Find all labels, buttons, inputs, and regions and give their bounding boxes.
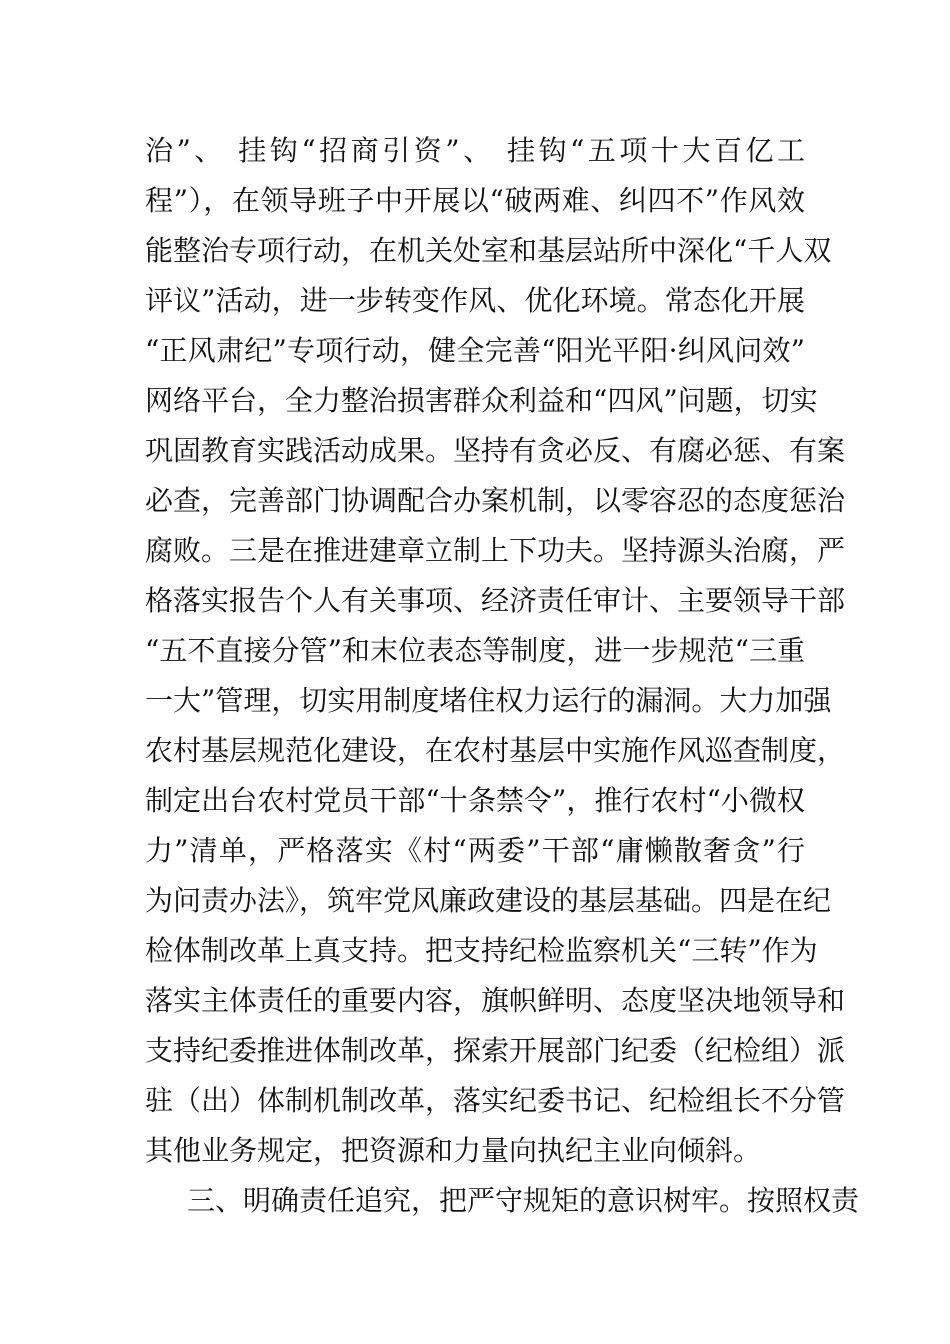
text-line: 必查，完善部门协调配合办案机制，以零容忍的态度惩治 (145, 484, 846, 517)
text-line: 检体制改革上真支持。把支持纪检监察机关“三转”作为 (145, 934, 818, 967)
text-line: 力”清单，严格落实《村“两委”干部“庸懒散奢贪”行 (145, 834, 805, 867)
text-line: 能整治专项行动，在机关处室和基层站所中深化“千人双 (145, 234, 832, 267)
text-line: 腐败。三是在推进建章立制上下功夫。坚持源头治腐，严 (145, 534, 846, 567)
text-line: 网络平台，全力整治损害群众利益和“四风”问题，切实 (145, 384, 818, 417)
text-line: 评议”活动，进一步转变作风、优化环境。常态化开展 (145, 284, 805, 317)
text-line: 农村基层规范化建设，在农村基层中实施作风巡查制度， (145, 734, 846, 767)
text-line: 支持纪委推进体制改革，探索开展部门纪委（纪检组）派 (145, 1034, 846, 1067)
text-line: 其他业务规定，把资源和力量向执纪主业向倾斜。 (145, 1134, 762, 1167)
text-line: 落实主体责任的重要内容，旗帜鲜明、态度坚决地领导和 (145, 984, 846, 1017)
text-line: “五不直接分管”和末位表态等制度，进一步规范“三重 (145, 634, 805, 667)
text-line: 治”、 挂钩“招商引资”、 挂钩“五项十大百亿工 (145, 134, 805, 167)
text-line: 格落实报告个人有关事项、经济责任审计、主要领导干部 (145, 584, 846, 617)
text-line: 制定出台农村党员干部“十条禁令”，推行农村“小微权 (145, 784, 805, 817)
section-heading-line: 三、明确责任追究，把严守规矩的意识树牢。按照权责 (187, 1184, 860, 1217)
text-line: 为问责办法》，筑牢党风廉政建设的基层基础。四是在纪 (145, 884, 832, 917)
text-line: 程”），在领导班子中开展以“破两难、纠四不”作风效 (145, 184, 805, 217)
text-line: “正风肃纪”专项行动，健全完善“阳光平阳·纠风问效” (145, 334, 805, 367)
body-text (145, 126, 860, 1226)
text-line: 驻（出）体制机制改革，落实纪委书记、纪检组长不分管 (145, 1084, 846, 1117)
text-line: 巩固教育实践活动成果。坚持有贪必反、有腐必惩、有案 (145, 434, 846, 467)
text-line: 一大”管理，切实用制度堵住权力运行的漏洞。大力加强 (145, 684, 832, 717)
